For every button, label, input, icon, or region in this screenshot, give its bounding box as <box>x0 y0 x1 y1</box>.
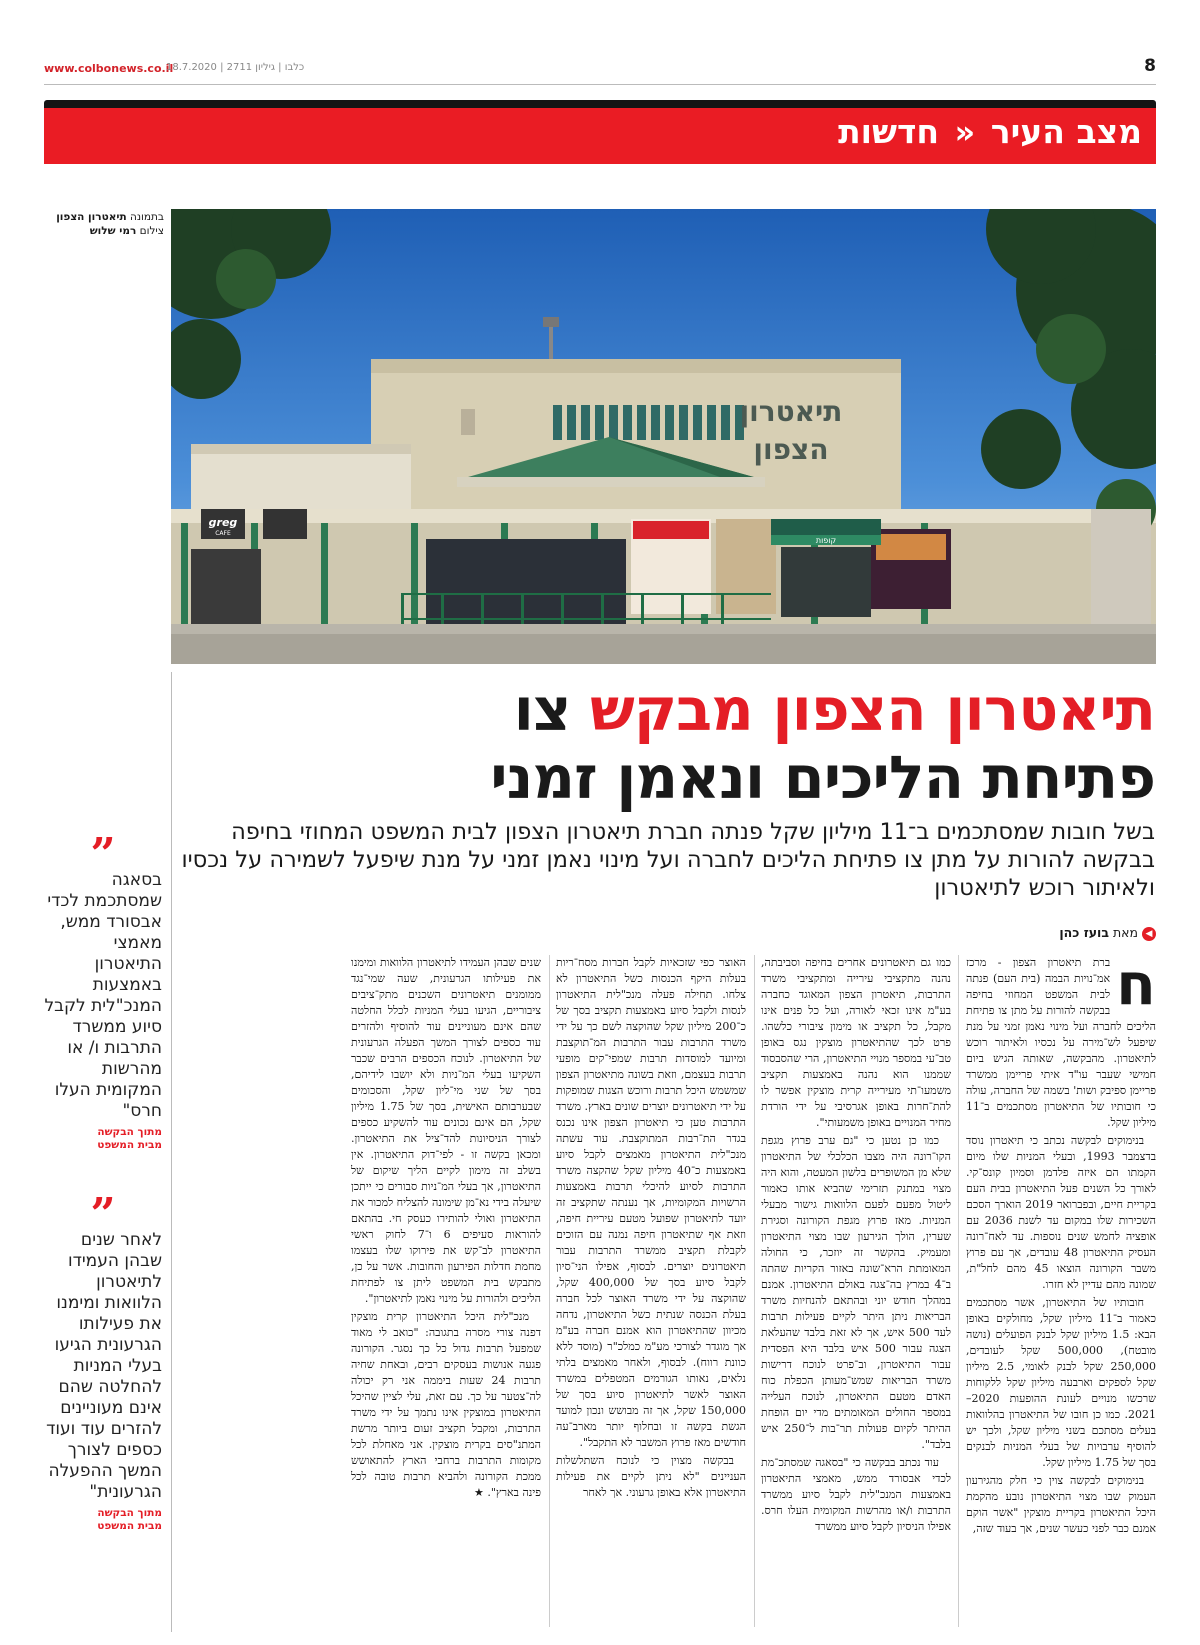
pull-quote-source: מתוך הבקשה <box>97 1126 162 1138</box>
section-title <box>838 112 1142 151</box>
caption-subject: תיאטרון הצפון <box>56 211 127 223</box>
quote-mark-icon: ” <box>90 829 116 880</box>
pull-quote-text: בסאגה שמסתכמת לכדי אבסורד ממש, מאמצי התיאטרון באמצעות המנכ"לית לקבל סיוע ממשרד התרבות ו/ או מהרשות המקומית העלו חרס" <box>44 870 162 1121</box>
headline-black-2: פתיחת הליכים ונאמן זמני <box>490 743 1155 812</box>
box-office-sign: קופות <box>815 536 837 545</box>
building-sign-line2: הצפון <box>753 433 829 466</box>
paragraph: שנים שבהן העמידו לתיאטרון הלוואות ומימנו את פעילותו הגרעונית, שעה שמי־נגד ממומנים תיאטרונים השכנים מתק־ציבים ציבוריים, הגיעו בעלי המניות לכלל החלטה שהם אינם מעוניינים עוד להוסיף ולהזרים עוד כספים לצורך המשך הפעלה הגרעונית של התיאטרון. לנוכח הכספים הרבים שכבר השקיעו בעלי המ־ניות ולא יושבו לידיהם, בסך של שני מי־ליון שקל, והסכומים שבערבותם האישית, בסך של 1.75 מיליון שקל, הם אינם נכונים עוד להשקיע כספים לצורך הניסיונות להד־ציל את התיאטרון. ומכאן בקשה זו - לפי־דוק התיאטרון. אין בשלב זה מימון לקיים הליך שיקום של התיאטרון, אך בעלי המ־ניות סבורים כי ייתכן שיעלה בידי נא־מן שימונה להצליח למכור את התיאטרון ואולי להותירו כעסק חי. בהתאם להוראות סעיפים 6 ו־7 לחוק ראשי התיאטרון לב־קש את פירוקו שלו בעצמו מחמת חדלות הפירעון והחובות. אשר על כן, מתבקש בית המשפט ליתן צו לפתיחת הליכים ולהורות על מינוי נאמן לתיאטרון". <box>351 956 541 1305</box>
section-name: מצב העיר <box>990 112 1142 151</box>
caption-prefix: בתמונה <box>129 211 164 223</box>
article-column-4 <box>351 955 541 1627</box>
paragraph: מנכ"לית היכל התיאטרון קרית מוצקין דפנה צורי מסרה בתגובה: "כואב לי מאוד שמפעל תרבות גדול כל כך נסגר. הקורונה פגעה אנושות בעסקים רבים, ובאחת שחיה תרבות 24 שעות ביממה אני רק יכולה לה־צטער על כך. עם זאת, עלי לציין שהיכל התיאטרון במוצקין אינו נתמך על ידי משרד התרבות, ומקבל תקציב זעום ביותר מרשת המתנ"סים בקרית מוצקין. אני מאחלת לכל מקומות התרבות ברחבי הארץ להתאושש ממכת הקורונה ולהביא תרבות טובה לכל פינה בארץ". ★ <box>351 1310 541 1499</box>
paragraph: בנימוקים לבקשה נכתב כי תיאטרון נוסד בדצמבר 1993, ובעלי המניות שלו מיום הקמתו הם איזה פלדמן וסמיון קונס־קי. לאורך כל השנים פעל התיאטרון בבית העם בקריית חיים, ובפברואר 2019 הוארך הסכם השכירות שלו במקום עד לשנת 2036 עם אופציה לחמש שנים נוספות. עד לאח־רונה העסיק התיאטרון 48 עובדים, אך עם פרוץ משבר הקורונה הוצאו 45 מהם לחל"ת, שמונה מהם עדיין לא חזרו. <box>966 1134 1156 1291</box>
quote-mark-icon: ” <box>90 1189 116 1240</box>
headline <box>175 676 1155 812</box>
subheadline: בשל חובות שמסתכמים ב־11 מיליון שקל פנתה חברת תיאטרון הצפון לבית המשפט המחוזי בחיפה בבקשה להורות על מתן צו פתיחת הליכים לחברה ועל מינוי נאמן זמני על מנת שיפעל לשמירה על נכסיו ולאיתור רוכש לתיאטרון <box>181 819 1155 901</box>
section-bar-top-line <box>44 100 1156 108</box>
paragraph: בבקשה מצוין כי לנוכח השתלשלות העניינים "לא ניתן לקיים את פעילות התיאטרון אלא באופן גרעוני. אך לאחר <box>556 1454 746 1499</box>
paragraph: כמו גם תיאטרונים אחרים בחיפה וסביבתה, נהנה מתקציבי עירייה ומתקציבי משרד התרבות, תיאטרון הצפון המאוגד כחברה בע"מ אינו זכאי לאורה, ועל כל פנים אינו מקבל, כל תקציב או מימון ציבורי כלשהו. פרט לכך שהתיאטרון מוצקין נגס באופן טב־עי במספר מנויי התיאטרון, הרי שהסבסוד שממנו הוא נהנה באמצעות תקציב משמעו־תי מעירייה קרית מוצקין אפשר לו להת־חרות באופן אגרסיבי על ידי הורדת מחיר המנויים באופן משמעותי". <box>761 956 951 1129</box>
byline-prefix: מאת <box>1112 925 1138 940</box>
article-column-2 <box>761 955 951 1627</box>
caption-photographer: רמי שלוש <box>89 225 137 237</box>
section-bar <box>44 108 1156 164</box>
photo-caption <box>44 210 164 238</box>
dropcap: ח <box>1116 955 1156 1018</box>
building-sign-line1: תיאטרון <box>739 395 843 428</box>
caption-credit-label: צילום <box>139 225 164 237</box>
byline <box>1059 925 1156 941</box>
article-column-3 <box>556 955 746 1627</box>
cafe-sign-sub: CAFE <box>215 530 231 537</box>
headline-red: תיאטרון הצפון מבקש <box>589 675 1155 744</box>
arrow-icon: ◀ <box>1142 927 1156 941</box>
byline-author: בועז כהן <box>1059 925 1109 940</box>
column-rule <box>549 955 550 1627</box>
pull-quote-source: מתוך הבקשה <box>97 1507 162 1519</box>
column-rule <box>958 955 959 1627</box>
site-url[interactable]: www.colbonews.co.il <box>44 62 174 75</box>
pull-quote-source: מבית המשפט <box>97 1520 162 1532</box>
pull-quote-source: מבית המשפט <box>97 1139 162 1151</box>
pull-quote-1 <box>44 829 162 1152</box>
headline-black-1: צו <box>513 675 571 744</box>
cafe-sign: greg <box>208 516 238 529</box>
paragraph: כמו כן נטען כי "גם ערב פרוץ מגפת הקו־רונה היה מצבו הכלכלי של התיאטרון שלא מן המשופרים בלשון המעטה, והוא היה מצוי במתנק תזרימי שהביא אותו כאמור ליטול מפעם לפעם הלוואות גישור מבעלי המניות. מאז פרוץ מגפת הקורונה וסגירת שערין, הולך הגירעון שבו מצוי התיאטרון ומעמיק. בהקשר זה יוזכר, כי החולה המאומתת הרא־שונה באזור הקריות שהתה ב־4 במרץ בה־צגה באולם התיאטרון. אמנם במהלך חודש יוני ובהתאם להנחיות משרד הבריאות ניתן היתר לקיים פעילות תרבות לעד 500 איש, אך לא זאת בלבד שהעלאת הצגה עבור 500 איש בלבד היא הפסדית עבור התיאטרון, וב־פרט לנוכח דרישות משרד הבריאות שמש־מעותן הכפלת כוח האדם מטעם התיאטרון, לנוכח העלייה במספר החולים המאומתים מדי יום הופחת ההיתר לקיום פעולות תר־בות ל־250 איש בלבד". <box>761 1134 951 1451</box>
pull-quote-2 <box>44 1189 162 1533</box>
paragraph: בנימוקים לבקשה צוין כי חלק מהגירעון העמוק שבו מצוי התיאטרון נובע מהקמת היכל התיאטרון בקריית מוצקין "אשר הוקם אמנם כבר לפני כעשר שנים, אך בעוד שזה, <box>966 1474 1156 1535</box>
section-category: חדשות <box>838 112 940 151</box>
chevron-icon: « <box>954 113 976 151</box>
theater-photo <box>171 209 1156 664</box>
page-number: 8 <box>1144 56 1156 76</box>
column-rule <box>754 955 755 1627</box>
issue-info: כלבו | גיליון 2711 | 18.7.2020 <box>166 62 305 73</box>
page-header <box>44 56 1156 85</box>
paragraph: חובותיו של התיאטרון, אשר מסתכמים כאמור ב־11 מיליון שקל, מחולקים באופן הבא: 1.5 מיליון שקל לבנק הפועלים (נושה מובטח), 500,000 שקל לעובדים, 250,000 שקל לבנק לאומי, 2.5 מיליון שקל לספקים וארבעה מיליון שקל ללקוחות שרכשו מנויים לעונת ההופעות 2020–2021. כמו כן חובו של התיאטרון בהלוואות בעלים מסתכם בשני מיליון שקל, ולכך יש להוסיף ערבויות של בעלי המניות לבנקים בסך של 1.75 מיליון שקל. <box>966 1296 1156 1469</box>
paragraph: האוצר כפי שזכאיות לקבל חברות מסח־ריות בעלות היקף הכנסות כשל התיאטרון לא צלחו. תחילה פעלה מנכ"לית התיאטרון לנסות ולקבל סיוע באמצעות תקציב בסך של כ־200 מיליון שקל שהוקצה לשם כך על ידי משרד התרבות עבור התרבות המ־תוקצבת ומיועד למוסדות תרבות שמפי־קים מופעי תרבות בעצמם, וזאת בשונה מתיאטרון הצפון שמשמש היכל תרבות ורוכש הצגות שמופקות על ידי תיאטרונים יוצרים שונים בארץ. משרד התרבות טען כי תיאטרון הצפון אינו נכנס בגדר הת־רבות המתוקצבת. עוד עשתה מנכ"לית התיאטרון מאמצים לקבל סיוע באמצעות כ־40 מיליון שקל שהקצה משרד התרבות לסיוע להיכלי תרבות באמצעות הרשויות המקומיות, אך נענתה שתקציב זה יועד לתיאטרון שפועל מטעם עיריית חיפה, וזאת אף שתיאטרון חיפה נמנה עם הזוכים לקבלת תקציב ממשרד התרבות עבור תיאטרונים יוצרים. לבסוף, אפילו הני־סיון לקבל סיוע בסך של 400,000 שקל, שהוקצה על ידי משרד האוצר לכל חברה בעלת הכנסה שנתית כשל התיאטרון, נדחה מכיוון שהתיאטרון הוא אמנם חברה בע"מ אך מוגדר לצורכי מע"מ כמלכ"ר (מוסד ללא כוונת רווח). לבסוף, ולאחר מאמצים בלתי נלאים, נאותו הגורמים המטפלים במשרד האוצר לאשר לתיאטרון סיוע בסך של 150,000 שקל, אך זה מבושש ונכון למועד הגשת בקשה זו ובחלוף יותר מארב־עה חודשים מאז פרוץ המשבר לא התקבל". <box>556 956 746 1449</box>
column-divider <box>171 672 172 1632</box>
paragraph: ברת תיאטרון הצפון - מרכז אמ־נויות הבמה (בית העם) פנתה לבית המשפט המחוזי בחיפה בבקשה להורות על מתן צו פתיחת הליכים לחברה ועל מינוי נאמן זמני על מנת שיפעל לש־מירה על נכסיו ולאיתור רוכש לתיאטרון. מהבקשה, שאותה הגיש ביום חמישי שעבר עו"ד איתי פריימן ממשרד פריימן ספיבק ושות' בשמה של החברה, עולה כי חובותיו של התיאטרון מסתכמים ב־11 מיליון שקל. <box>966 956 1156 1129</box>
paragraph: עוד נכתב בבקשה כי "בסאגה שמסתכ־מת לכדי אבסורד ממש, מאמצי התיאטרון באמצעות המנכ"לית לקבל סיוע ממשרד התרבות ו/או מהרשות המקומית העלו חרס. אפילו הניסיון לקבל סיוע ממשרד <box>761 1456 951 1533</box>
pull-quote-text: לאחר שנים שבהן העמידו לתיאטרון הלוואות ומימנו את פעילותו הגרעונית הגיעו בעלי המניות להחלטה שהם אינם מעוניינים להזרים עוד ועוד כספים לצורך המשך ההפעלה הגרעונית" <box>46 1230 162 1502</box>
article-column-1 <box>966 955 1156 1627</box>
